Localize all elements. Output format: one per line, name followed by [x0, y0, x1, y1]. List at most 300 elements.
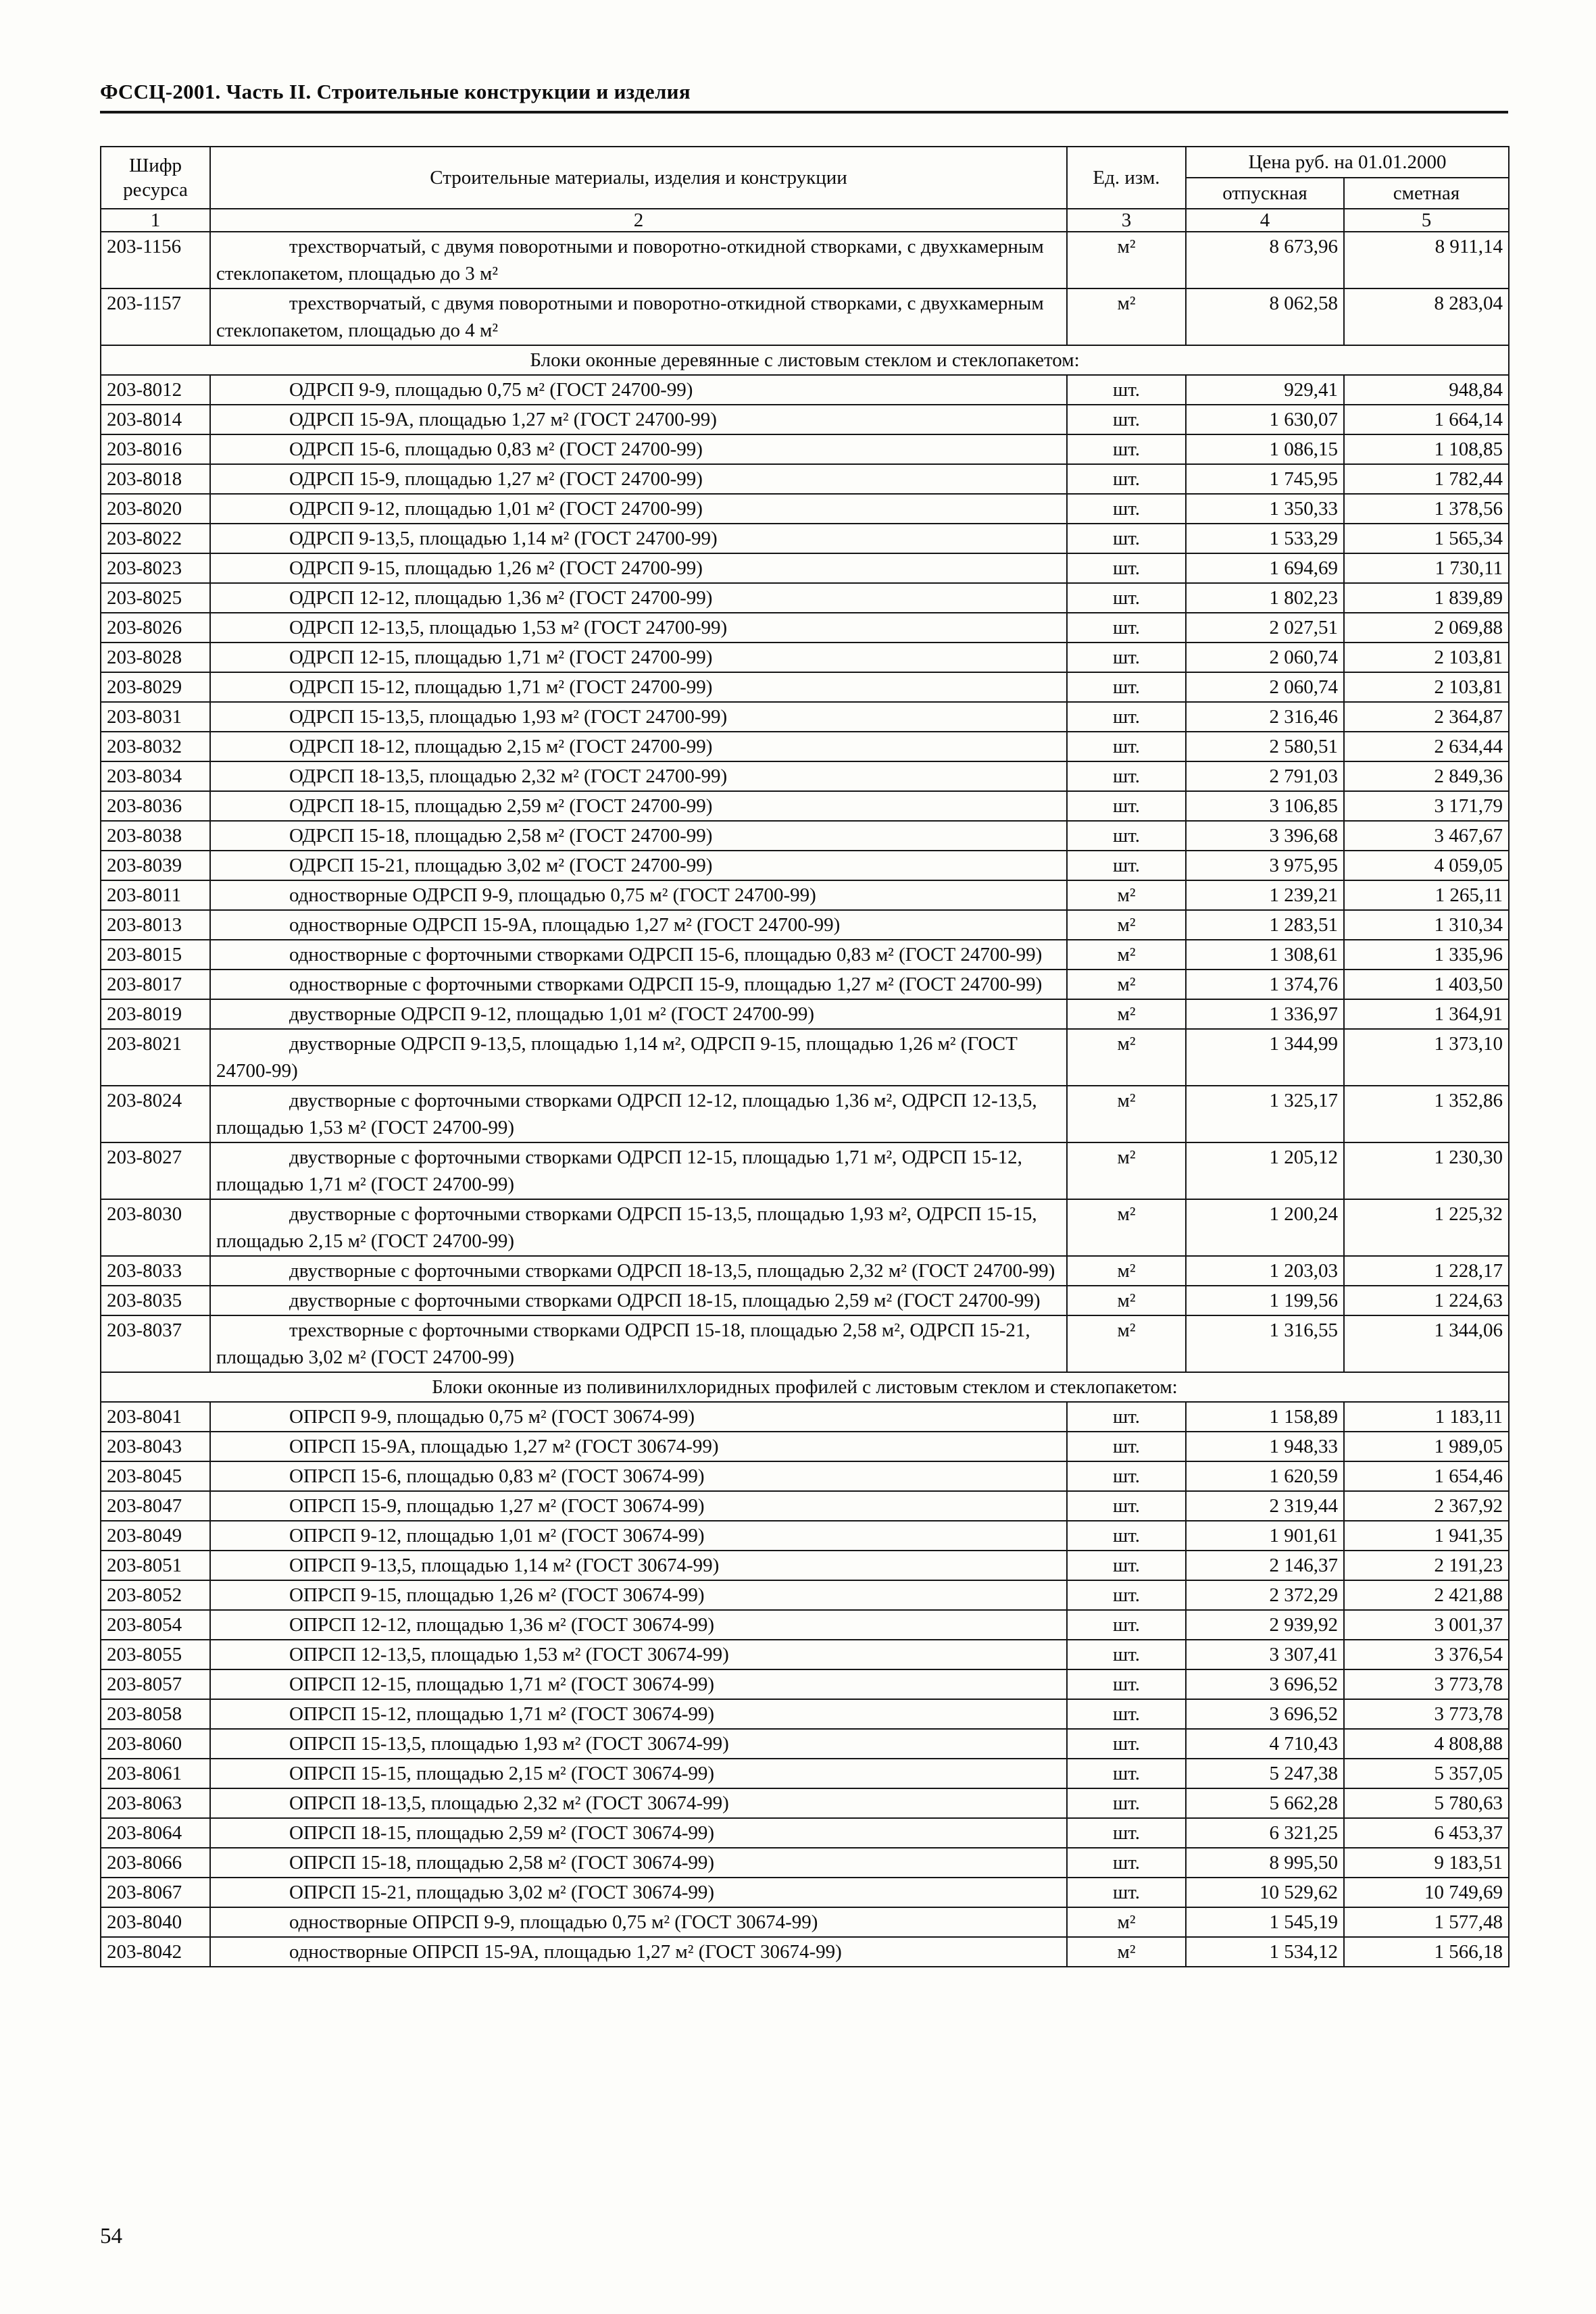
price-release-cell: 8 062,58: [1186, 288, 1344, 345]
description-cell: двустворные с форточными створками ОДРСП 18-15, площадью 2,59 м² (ГОСТ 24700-99): [210, 1286, 1067, 1315]
price-estimate-cell: 1 664,14: [1344, 405, 1509, 434]
description-cell: одностворные с форточными створками ОДРСП 15-9, площадью 1,27 м² (ГОСТ 24700-99): [210, 970, 1067, 999]
table-row: [101, 999, 1509, 1029]
description-cell: ОДРСП 9-9, площадью 0,75 м² (ГОСТ 24700-99): [210, 375, 1067, 405]
table-row: [101, 1491, 1509, 1521]
description-cell: одностворные с форточными створками ОДРСП 15-6, площадью 0,83 м² (ГОСТ 24700-99): [210, 940, 1067, 970]
price-release-cell: 1 948,33: [1186, 1432, 1344, 1461]
price-estimate-cell: 1 335,96: [1344, 940, 1509, 970]
price-estimate-cell: 1 565,34: [1344, 524, 1509, 553]
price-release-cell: 1 694,69: [1186, 553, 1344, 583]
price-release-cell: 1 344,99: [1186, 1029, 1344, 1086]
price-estimate-cell: 2 849,36: [1344, 761, 1509, 791]
price-release-cell: 1 745,95: [1186, 464, 1344, 494]
unit-cell: шт.: [1067, 821, 1186, 851]
price-estimate-cell: 3 001,37: [1344, 1610, 1509, 1640]
price-estimate-cell: 1 989,05: [1344, 1432, 1509, 1461]
description-cell: ОДРСП 12-12, площадью 1,36 м² (ГОСТ 24700-99): [210, 583, 1067, 613]
table-row: [101, 434, 1509, 464]
resource-code-cell: 203-8026: [101, 613, 210, 643]
price-release-cell: 1 308,61: [1186, 940, 1344, 970]
price-estimate-cell: 2 103,81: [1344, 643, 1509, 672]
table-row: [101, 1142, 1509, 1199]
price-release-cell: 5 662,28: [1186, 1788, 1344, 1818]
resource-code-cell: 203-8039: [101, 851, 210, 880]
price-estimate-cell: 1 344,06: [1344, 1315, 1509, 1372]
table-row: [101, 613, 1509, 643]
column-number: 5: [1344, 209, 1509, 232]
price-estimate-cell: 10 749,69: [1344, 1878, 1509, 1907]
table-row: [101, 464, 1509, 494]
description-cell: ОДРСП 15-6, площадью 0,83 м² (ГОСТ 24700-99): [210, 434, 1067, 464]
price-release-cell: 3 696,52: [1186, 1699, 1344, 1729]
price-release-cell: 1 630,07: [1186, 405, 1344, 434]
table-row: [101, 672, 1509, 702]
price-estimate-cell: 3 171,79: [1344, 791, 1509, 821]
price-release-cell: 3 307,41: [1186, 1640, 1344, 1669]
description-cell: ОПРСП 12-15, площадью 1,71 м² (ГОСТ 30674-99): [210, 1669, 1067, 1699]
price-release-cell: 1 200,24: [1186, 1199, 1344, 1256]
section-header-row: [101, 1372, 1509, 1402]
table-row: [101, 1286, 1509, 1315]
table-row: [101, 375, 1509, 405]
resource-code-cell: 203-8022: [101, 524, 210, 553]
price-release-cell: 2 791,03: [1186, 761, 1344, 791]
section-header-cell: Блоки оконные из поливинилхлоридных профилей с листовым стеклом и стеклопакетом:: [101, 1372, 1509, 1402]
description-cell: трехстворные с форточными створками ОДРСП 15-18, площадью 2,58 м², ОДРСП 15-21, площадью 3,02 м² (ГОСТ 24700-99): [210, 1315, 1067, 1372]
description-cell: двустворные ОДРСП 9-13,5, площадью 1,14 м², ОДРСП 9-15, площадью 1,26 м² (ГОСТ 24700-99): [210, 1029, 1067, 1086]
description-cell: ОДРСП 15-18, площадью 2,58 м² (ГОСТ 24700-99): [210, 821, 1067, 851]
table-row: [101, 1199, 1509, 1256]
price-release-cell: 2 319,44: [1186, 1491, 1344, 1521]
description-cell: одностворные ОДРСП 9-9, площадью 0,75 м² (ГОСТ 24700-99): [210, 880, 1067, 910]
table-row: [101, 1402, 1509, 1432]
column-number: 2: [210, 209, 1067, 232]
resource-code-cell: 203-8045: [101, 1461, 210, 1491]
resource-code-cell: 203-8020: [101, 494, 210, 524]
table-row: [101, 405, 1509, 434]
price-release-cell: 1 620,59: [1186, 1461, 1344, 1491]
table-row: [101, 702, 1509, 732]
resource-code-cell: 203-8040: [101, 1907, 210, 1937]
resource-code-cell: 203-8015: [101, 940, 210, 970]
price-release-cell: 4 710,43: [1186, 1729, 1344, 1759]
column-header-code: Шифр ресурса: [101, 147, 210, 209]
description-cell: ОПРСП 9-13,5, площадью 1,14 м² (ГОСТ 30674-99): [210, 1551, 1067, 1580]
unit-cell: м²: [1067, 970, 1186, 999]
resource-code-cell: 203-8033: [101, 1256, 210, 1286]
unit-cell: шт.: [1067, 1699, 1186, 1729]
description-cell: ОДРСП 12-15, площадью 1,71 м² (ГОСТ 24700-99): [210, 643, 1067, 672]
description-cell: ОПРСП 15-9, площадью 1,27 м² (ГОСТ 30674-99): [210, 1491, 1067, 1521]
description-cell: ОДРСП 12-13,5, площадью 1,53 м² (ГОСТ 24700-99): [210, 613, 1067, 643]
price-estimate-cell: 1 224,63: [1344, 1286, 1509, 1315]
unit-cell: шт.: [1067, 1580, 1186, 1610]
unit-cell: шт.: [1067, 643, 1186, 672]
unit-cell: м²: [1067, 1256, 1186, 1286]
resource-code-cell: 203-8064: [101, 1818, 210, 1848]
unit-cell: шт.: [1067, 791, 1186, 821]
column-number-row: [101, 209, 1509, 232]
price-estimate-cell: 2 191,23: [1344, 1551, 1509, 1580]
price-estimate-cell: 2 364,87: [1344, 702, 1509, 732]
description-cell: трехстворчатый, с двумя поворотными и поворотно-откидной створками, с двухкамерным стеклопакетом, площадью до 3 м²: [210, 232, 1067, 288]
resource-code-cell: 203-8014: [101, 405, 210, 434]
price-release-cell: 3 106,85: [1186, 791, 1344, 821]
resource-code-cell: 203-8067: [101, 1878, 210, 1907]
unit-cell: м²: [1067, 1029, 1186, 1086]
price-release-cell: 2 580,51: [1186, 732, 1344, 761]
price-estimate-cell: 8 283,04: [1344, 288, 1509, 345]
unit-cell: шт.: [1067, 732, 1186, 761]
price-release-cell: 1 199,56: [1186, 1286, 1344, 1315]
description-cell: ОДРСП 15-12, площадью 1,71 м² (ГОСТ 24700-99): [210, 672, 1067, 702]
unit-cell: шт.: [1067, 1729, 1186, 1759]
price-estimate-cell: 1 378,56: [1344, 494, 1509, 524]
unit-cell: м²: [1067, 1142, 1186, 1199]
description-cell: ОПРСП 9-15, площадью 1,26 м² (ГОСТ 30674-99): [210, 1580, 1067, 1610]
column-number: 4: [1186, 209, 1344, 232]
unit-cell: шт.: [1067, 1551, 1186, 1580]
price-release-cell: 1 158,89: [1186, 1402, 1344, 1432]
table-row: [101, 1759, 1509, 1788]
unit-cell: м²: [1067, 910, 1186, 940]
table-row: [101, 880, 1509, 910]
price-estimate-cell: 1 265,11: [1344, 880, 1509, 910]
price-release-cell: 2 060,74: [1186, 643, 1344, 672]
price-estimate-cell: 1 941,35: [1344, 1521, 1509, 1551]
unit-cell: шт.: [1067, 1402, 1186, 1432]
unit-cell: шт.: [1067, 851, 1186, 880]
column-header-price-release: отпускная: [1186, 178, 1344, 209]
description-cell: ОПРСП 15-13,5, площадью 1,93 м² (ГОСТ 30674-99): [210, 1729, 1067, 1759]
description-cell: ОПРСП 15-18, площадью 2,58 м² (ГОСТ 30674-99): [210, 1848, 1067, 1878]
unit-cell: шт.: [1067, 672, 1186, 702]
unit-cell: м²: [1067, 1907, 1186, 1937]
table-row: [101, 761, 1509, 791]
resource-code-cell: 203-8042: [101, 1937, 210, 1967]
unit-cell: м²: [1067, 1086, 1186, 1142]
price-estimate-cell: 5 780,63: [1344, 1788, 1509, 1818]
price-estimate-cell: 1 577,48: [1344, 1907, 1509, 1937]
price-release-cell: 1 316,55: [1186, 1315, 1344, 1372]
unit-cell: шт.: [1067, 464, 1186, 494]
resource-code-cell: 203-8036: [101, 791, 210, 821]
description-cell: двустворные с форточными створками ОДРСП 18-13,5, площадью 2,32 м² (ГОСТ 24700-99): [210, 1256, 1067, 1286]
price-estimate-cell: 3 773,78: [1344, 1699, 1509, 1729]
unit-cell: шт.: [1067, 613, 1186, 643]
unit-cell: шт.: [1067, 524, 1186, 553]
price-release-cell: 1 336,97: [1186, 999, 1344, 1029]
price-estimate-cell: 3 376,54: [1344, 1640, 1509, 1669]
resource-code-cell: 203-8060: [101, 1729, 210, 1759]
table-row: [101, 288, 1509, 345]
price-release-cell: 929,41: [1186, 375, 1344, 405]
price-estimate-cell: 2 421,88: [1344, 1580, 1509, 1610]
unit-cell: м²: [1067, 232, 1186, 288]
resource-code-cell: 203-8037: [101, 1315, 210, 1372]
price-estimate-cell: 5 357,05: [1344, 1759, 1509, 1788]
description-cell: ОПРСП 18-15, площадью 2,59 м² (ГОСТ 30674-99): [210, 1818, 1067, 1848]
resource-code-cell: 203-8018: [101, 464, 210, 494]
unit-cell: шт.: [1067, 1461, 1186, 1491]
resource-code-cell: 203-8035: [101, 1286, 210, 1315]
unit-cell: шт.: [1067, 1818, 1186, 1848]
price-estimate-cell: 1 228,17: [1344, 1256, 1509, 1286]
description-cell: ОПРСП 9-9, площадью 0,75 м² (ГОСТ 30674-99): [210, 1402, 1067, 1432]
resource-code-cell: 203-8027: [101, 1142, 210, 1199]
unit-cell: шт.: [1067, 434, 1186, 464]
unit-cell: м²: [1067, 940, 1186, 970]
table-row: [101, 643, 1509, 672]
description-cell: двустворные с форточными створками ОДРСП 12-15, площадью 1,71 м², ОДРСП 15-12, площадью 1,71 м² (ГОСТ 24700-99): [210, 1142, 1067, 1199]
description-cell: ОПРСП 15-6, площадью 0,83 м² (ГОСТ 30674-99): [210, 1461, 1067, 1491]
resource-code-cell: 203-8031: [101, 702, 210, 732]
description-cell: ОДРСП 15-13,5, площадью 1,93 м² (ГОСТ 24700-99): [210, 702, 1067, 732]
unit-cell: шт.: [1067, 405, 1186, 434]
price-release-cell: 1 802,23: [1186, 583, 1344, 613]
unit-cell: шт.: [1067, 583, 1186, 613]
unit-cell: шт.: [1067, 702, 1186, 732]
description-cell: ОДРСП 18-13,5, площадью 2,32 м² (ГОСТ 24700-99): [210, 761, 1067, 791]
resource-code-cell: 203-8055: [101, 1640, 210, 1669]
unit-cell: м²: [1067, 880, 1186, 910]
price-estimate-cell: 3 467,67: [1344, 821, 1509, 851]
resource-code-cell: 203-8013: [101, 910, 210, 940]
description-cell: ОПРСП 12-12, площадью 1,36 м² (ГОСТ 30674-99): [210, 1610, 1067, 1640]
description-cell: двустворные с форточными створками ОДРСП 12-12, площадью 1,36 м², ОДРСП 12-13,5, площадью 1,53 м² (ГОСТ 24700-99): [210, 1086, 1067, 1142]
price-estimate-cell: 1 373,10: [1344, 1029, 1509, 1086]
price-table-body: [101, 232, 1509, 1967]
price-release-cell: 2 316,46: [1186, 702, 1344, 732]
unit-cell: шт.: [1067, 1669, 1186, 1699]
description-cell: одностворные ОПРСП 15-9А, площадью 1,27 м² (ГОСТ 30674-99): [210, 1937, 1067, 1967]
unit-cell: шт.: [1067, 761, 1186, 791]
table-row: [101, 910, 1509, 940]
price-release-cell: 1 203,03: [1186, 1256, 1344, 1286]
resource-code-cell: 203-8058: [101, 1699, 210, 1729]
resource-code-cell: 203-8063: [101, 1788, 210, 1818]
price-estimate-cell: 1 230,30: [1344, 1142, 1509, 1199]
table-row: [101, 1907, 1509, 1937]
table-row: [101, 821, 1509, 851]
resource-code-cell: 203-8047: [101, 1491, 210, 1521]
section-header-cell: Блоки оконные деревянные с листовым стеклом и стеклопакетом:: [101, 345, 1509, 375]
price-estimate-cell: 9 183,51: [1344, 1848, 1509, 1878]
unit-cell: шт.: [1067, 1788, 1186, 1818]
description-cell: ОДРСП 15-9, площадью 1,27 м² (ГОСТ 24700-99): [210, 464, 1067, 494]
price-estimate-cell: 1 566,18: [1344, 1937, 1509, 1967]
price-estimate-cell: 1 730,11: [1344, 553, 1509, 583]
table-row: [101, 1848, 1509, 1878]
price-release-cell: 1 534,12: [1186, 1937, 1344, 1967]
column-header-price-group: Цена руб. на 01.01.2000: [1186, 147, 1509, 178]
unit-cell: шт.: [1067, 494, 1186, 524]
price-estimate-cell: 1 310,34: [1344, 910, 1509, 940]
resource-code-cell: 203-8019: [101, 999, 210, 1029]
price-estimate-cell: 1 183,11: [1344, 1402, 1509, 1432]
resource-code-cell: 203-8030: [101, 1199, 210, 1256]
table-row: [101, 1256, 1509, 1286]
table-row: [101, 1551, 1509, 1580]
unit-cell: шт.: [1067, 375, 1186, 405]
resource-code-cell: 203-8057: [101, 1669, 210, 1699]
table-row: [101, 1937, 1509, 1967]
price-release-cell: 8 995,50: [1186, 1848, 1344, 1878]
price-release-cell: 5 247,38: [1186, 1759, 1344, 1788]
price-estimate-cell: 2 069,88: [1344, 613, 1509, 643]
column-header-description: Строительные материалы, изделия и конструкции: [210, 147, 1067, 209]
resource-code-cell: 203-8061: [101, 1759, 210, 1788]
price-release-cell: 2 146,37: [1186, 1551, 1344, 1580]
unit-cell: шт.: [1067, 553, 1186, 583]
description-cell: одностворные ОПРСП 9-9, площадью 0,75 м² (ГОСТ 30674-99): [210, 1907, 1067, 1937]
price-release-cell: 1 283,51: [1186, 910, 1344, 940]
price-estimate-cell: 2 103,81: [1344, 672, 1509, 702]
resource-code-cell: 203-8054: [101, 1610, 210, 1640]
resource-code-cell: 203-8032: [101, 732, 210, 761]
description-cell: ОПРСП 18-13,5, площадью 2,32 м² (ГОСТ 30674-99): [210, 1788, 1067, 1818]
description-cell: ОПРСП 15-15, площадью 2,15 м² (ГОСТ 30674-99): [210, 1759, 1067, 1788]
price-estimate-cell: 1 782,44: [1344, 464, 1509, 494]
resource-code-cell: 203-8052: [101, 1580, 210, 1610]
table-row: [101, 1699, 1509, 1729]
table-row: [101, 970, 1509, 999]
resource-code-cell: 203-8016: [101, 434, 210, 464]
price-estimate-cell: 4 808,88: [1344, 1729, 1509, 1759]
table-row: [101, 1729, 1509, 1759]
resource-code-cell: 203-8049: [101, 1521, 210, 1551]
price-estimate-cell: 4 059,05: [1344, 851, 1509, 880]
table-row: [101, 1432, 1509, 1461]
table-row: [101, 1461, 1509, 1491]
resource-code-cell: 203-1157: [101, 288, 210, 345]
price-release-cell: 10 529,62: [1186, 1878, 1344, 1907]
unit-cell: шт.: [1067, 1759, 1186, 1788]
price-release-cell: 2 372,29: [1186, 1580, 1344, 1610]
table-row: [101, 1818, 1509, 1848]
resource-code-cell: 203-8028: [101, 643, 210, 672]
price-release-cell: 1 374,76: [1186, 970, 1344, 999]
description-cell: двустворные ОДРСП 9-12, площадью 1,01 м² (ГОСТ 24700-99): [210, 999, 1067, 1029]
resource-code-cell: 203-8017: [101, 970, 210, 999]
description-cell: трехстворчатый, с двумя поворотными и поворотно-откидной створками, с двухкамерным стеклопакетом, площадью до 4 м²: [210, 288, 1067, 345]
price-release-cell: 3 396,68: [1186, 821, 1344, 851]
price-estimate-cell: 8 911,14: [1344, 232, 1509, 288]
column-header-unit: Ед. изм.: [1067, 147, 1186, 209]
table-row: [101, 732, 1509, 761]
resource-code-cell: 203-8011: [101, 880, 210, 910]
unit-cell: м²: [1067, 1286, 1186, 1315]
unit-cell: шт.: [1067, 1848, 1186, 1878]
description-cell: ОДРСП 15-9А, площадью 1,27 м² (ГОСТ 24700-99): [210, 405, 1067, 434]
resource-code-cell: 203-8066: [101, 1848, 210, 1878]
resource-code-cell: 203-8024: [101, 1086, 210, 1142]
unit-cell: шт.: [1067, 1432, 1186, 1461]
price-release-cell: 2 060,74: [1186, 672, 1344, 702]
section-header-row: [101, 345, 1509, 375]
resource-code-cell: 203-8051: [101, 1551, 210, 1580]
unit-cell: м²: [1067, 1937, 1186, 1967]
resource-code-cell: 203-8023: [101, 553, 210, 583]
price-release-cell: 6 321,25: [1186, 1818, 1344, 1848]
price-release-cell: 2 027,51: [1186, 613, 1344, 643]
description-cell: ОДРСП 9-13,5, площадью 1,14 м² (ГОСТ 24700-99): [210, 524, 1067, 553]
table-row: [101, 583, 1509, 613]
price-release-cell: 1 205,12: [1186, 1142, 1344, 1199]
description-cell: ОПРСП 15-12, площадью 1,71 м² (ГОСТ 30674-99): [210, 1699, 1067, 1729]
price-release-cell: 2 939,92: [1186, 1610, 1344, 1640]
column-number: 3: [1067, 209, 1186, 232]
description-cell: двустворные с форточными створками ОДРСП 15-13,5, площадью 1,93 м², ОДРСП 15-15, площадью 2,15 м² (ГОСТ 24700-99): [210, 1199, 1067, 1256]
description-cell: ОПРСП 15-9А, площадью 1,27 м² (ГОСТ 30674-99): [210, 1432, 1067, 1461]
unit-cell: м²: [1067, 1199, 1186, 1256]
resource-code-cell: 203-8043: [101, 1432, 210, 1461]
description-cell: ОДРСП 15-21, площадью 3,02 м² (ГОСТ 24700-99): [210, 851, 1067, 880]
price-release-cell: 1 545,19: [1186, 1907, 1344, 1937]
price-estimate-cell: 1 108,85: [1344, 434, 1509, 464]
column-number: 1: [101, 209, 210, 232]
description-cell: ОПРСП 9-12, площадью 1,01 м² (ГОСТ 30674-99): [210, 1521, 1067, 1551]
price-release-cell: 1 901,61: [1186, 1521, 1344, 1551]
unit-cell: шт.: [1067, 1491, 1186, 1521]
table-row: [101, 1610, 1509, 1640]
price-release-cell: 8 673,96: [1186, 232, 1344, 288]
price-estimate-cell: 1 225,32: [1344, 1199, 1509, 1256]
resource-code-cell: 203-8025: [101, 583, 210, 613]
price-estimate-cell: 1 654,46: [1344, 1461, 1509, 1491]
price-estimate-cell: 1 364,91: [1344, 999, 1509, 1029]
table-row: [101, 1788, 1509, 1818]
description-cell: ОПРСП 15-21, площадью 3,02 м² (ГОСТ 30674-99): [210, 1878, 1067, 1907]
price-release-cell: 1 325,17: [1186, 1086, 1344, 1142]
unit-cell: шт.: [1067, 1878, 1186, 1907]
price-estimate-cell: 1 403,50: [1344, 970, 1509, 999]
price-release-cell: 1 086,15: [1186, 434, 1344, 464]
table-row: [101, 1315, 1509, 1372]
resource-code-cell: 203-1156: [101, 232, 210, 288]
table-row: [101, 1580, 1509, 1610]
price-estimate-cell: 2 634,44: [1344, 732, 1509, 761]
table-row: [101, 524, 1509, 553]
unit-cell: м²: [1067, 288, 1186, 345]
unit-cell: шт.: [1067, 1521, 1186, 1551]
description-cell: ОПРСП 12-13,5, площадью 1,53 м² (ГОСТ 30674-99): [210, 1640, 1067, 1669]
table-row: [101, 232, 1509, 288]
description-cell: ОДРСП 9-15, площадью 1,26 м² (ГОСТ 24700-99): [210, 553, 1067, 583]
table-row: [101, 494, 1509, 524]
resource-code-cell: 203-8029: [101, 672, 210, 702]
resource-code-cell: 203-8012: [101, 375, 210, 405]
resource-code-cell: 203-8041: [101, 1402, 210, 1432]
table-row: [101, 553, 1509, 583]
column-header-price-estimate: сметная: [1344, 178, 1509, 209]
table-row: [101, 791, 1509, 821]
document-header-title: ФССЦ-2001. Часть II. Строительные конструкции и изделия: [100, 80, 1508, 114]
price-release-cell: 3 696,52: [1186, 1669, 1344, 1699]
table-row: [101, 1669, 1509, 1699]
price-estimate-cell: 1 352,86: [1344, 1086, 1509, 1142]
table-row: [101, 1878, 1509, 1907]
resource-code-cell: 203-8021: [101, 1029, 210, 1086]
price-release-cell: 1 239,21: [1186, 880, 1344, 910]
price-estimate-cell: 1 839,89: [1344, 583, 1509, 613]
resource-code-cell: 203-8038: [101, 821, 210, 851]
price-table: [100, 146, 1510, 1967]
unit-cell: шт.: [1067, 1610, 1186, 1640]
table-row: [101, 1086, 1509, 1142]
description-cell: ОДРСП 9-12, площадью 1,01 м² (ГОСТ 24700-99): [210, 494, 1067, 524]
